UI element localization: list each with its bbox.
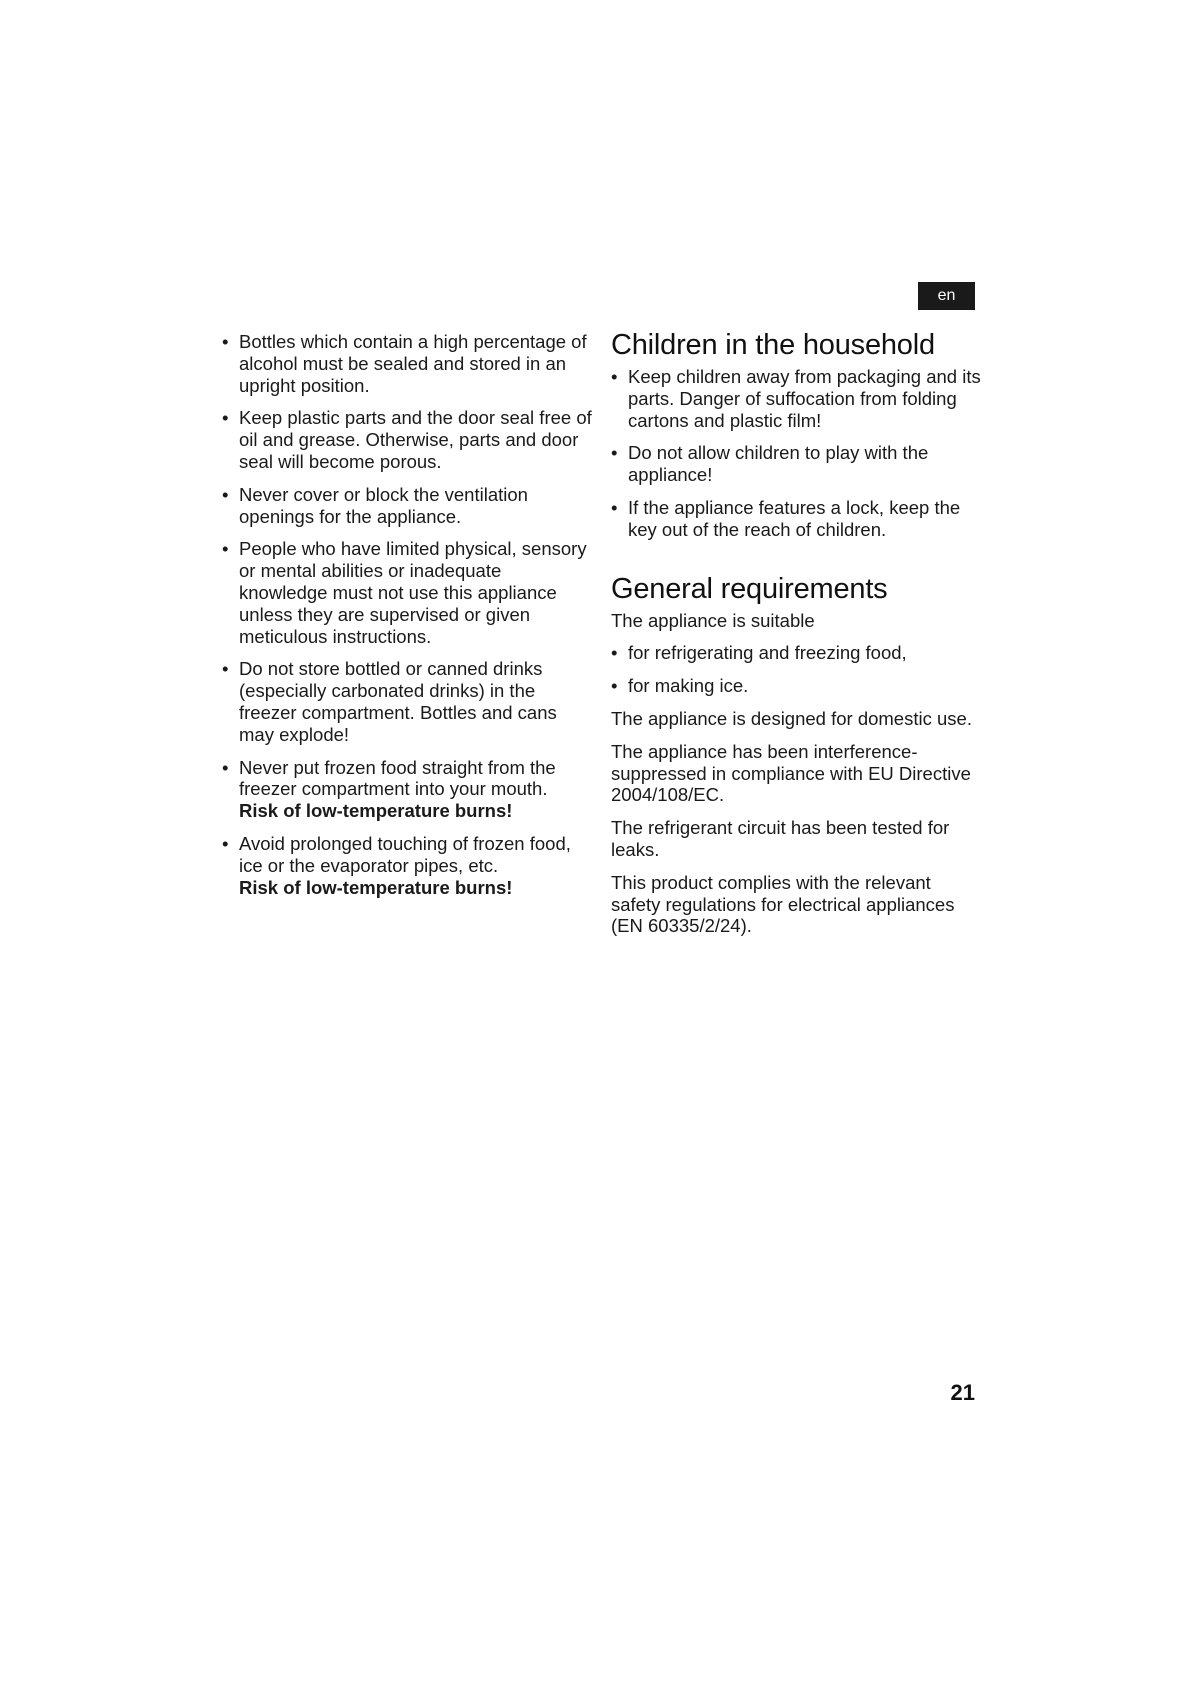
language-tab: en xyxy=(918,282,975,310)
general-intro: The appliance is suitable xyxy=(611,609,815,631)
list-item-text: for refrigerating and freezing food, xyxy=(628,642,907,664)
bullet-icon: • xyxy=(222,538,229,560)
list-item xyxy=(611,642,981,664)
list-item-text: If the appliance features a lock, keep the key out of the reach of children. xyxy=(628,496,961,540)
paragraph: The appliance has been interference-suppressed in compliance with EU Directive 2004/108/EC. xyxy=(611,740,971,806)
section-spacer xyxy=(611,552,981,572)
list-item xyxy=(222,407,592,472)
list-item xyxy=(222,331,592,396)
list-item xyxy=(611,442,981,486)
bullet-icon: • xyxy=(222,483,229,505)
list-item-text: Never put frozen food straight from the freezer compartment into your mouth. xyxy=(239,756,556,800)
bullet-icon: • xyxy=(222,658,229,680)
list-item xyxy=(222,757,592,822)
list-item-text: People who have limited physical, sensory or mental abilities or inadequate knowledge must not use this appliance unless they are supervised or given meticulous instructions. xyxy=(239,538,587,647)
bullet-icon: • xyxy=(611,496,618,518)
list-item-text: Never cover or block the ventilation openings for the appliance. xyxy=(239,483,528,527)
bullet-icon: • xyxy=(611,442,618,464)
paragraph: The appliance is designed for domestic use. xyxy=(611,707,972,729)
bullet-icon: • xyxy=(222,331,229,352)
bullet-icon: • xyxy=(611,642,618,664)
general-requirements-heading: General requirements xyxy=(611,572,888,605)
list-item xyxy=(222,538,592,647)
list-item-text: Keep children away from packaging and its parts. Danger of suffocation from folding cartons and plastic film! xyxy=(628,366,981,431)
list-item xyxy=(222,833,592,898)
warning-text: Risk of low-temperature burns! xyxy=(239,876,513,898)
paragraph: The refrigerant circuit has been tested for leaks. xyxy=(611,817,950,860)
bullet-icon: • xyxy=(222,832,229,854)
list-item xyxy=(222,658,592,745)
list-item-text: Keep plastic parts and the door seal free of oil and grease. Otherwise, parts and door seal will become porous. xyxy=(239,407,592,472)
safety-list xyxy=(222,331,592,898)
list-item-text: for making ice. xyxy=(628,675,749,697)
left-column xyxy=(222,331,592,909)
bullet-icon: • xyxy=(611,675,618,697)
children-heading: Children in the household xyxy=(611,329,935,361)
list-item-text: Bottles which contain a high percentage of alcohol must be sealed and stored in an upright position. xyxy=(239,331,587,396)
list-item xyxy=(222,484,592,528)
list-item-text: Avoid prolonged touching of frozen food, ice or the evaporator pipes, etc. xyxy=(239,832,571,876)
list-item xyxy=(611,675,981,697)
children-list xyxy=(611,366,981,541)
bullet-icon: • xyxy=(222,756,229,778)
bullet-icon: • xyxy=(222,407,229,429)
right-column xyxy=(611,328,981,948)
list-item xyxy=(611,366,981,431)
paragraph: This product complies with the relevant safety regulations for electrical appliances (EN 60335/2/24). xyxy=(611,871,955,937)
list-item-text: Do not store bottled or canned drinks (especially carbonated drinks) in the freezer compartment. Bottles and cans may explode! xyxy=(239,658,557,745)
usage-list xyxy=(611,642,981,697)
list-item xyxy=(611,497,981,541)
bullet-icon: • xyxy=(611,366,618,387)
page-number: 21 xyxy=(950,1380,975,1405)
list-item-text: Do not allow children to play with the appliance! xyxy=(628,442,929,486)
warning-text: Risk of low-temperature burns! xyxy=(239,800,513,822)
